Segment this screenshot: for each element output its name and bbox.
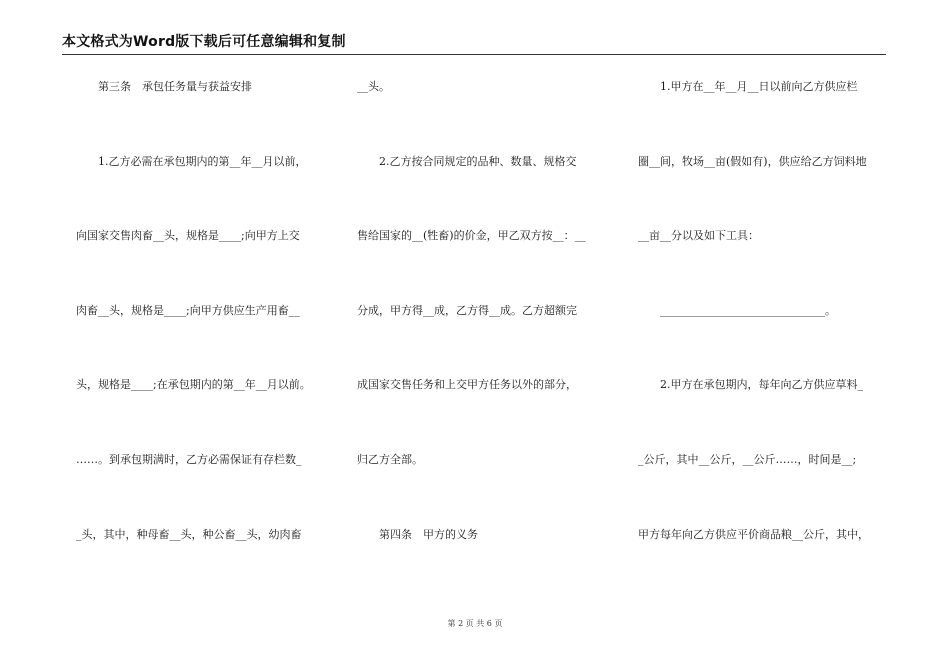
text-line: _头，其中，种母畜__头，种公畜__头，幼肉畜 xyxy=(76,528,302,541)
text-line: 第四条 甲方的义务 xyxy=(357,528,478,541)
text-line: 头，规格是____;在承包期内的第__年__月以前。 xyxy=(76,378,311,391)
text-line: ……。到承包期满时，乙方必需保证有存栏数_ xyxy=(76,453,302,466)
text-line: __头。 xyxy=(357,80,390,93)
text-column-3 xyxy=(638,0,890,672)
text-column-1 xyxy=(76,0,330,672)
header-title: 本文格式为Word版下载后可任意编辑和复制 xyxy=(62,34,346,50)
text-line: 成国家交售任务和上交甲方任务以外的部分， xyxy=(357,378,577,391)
text-line: 售给国家的__(牲畜)的价金，甲乙双方按__：__ xyxy=(357,229,586,242)
text-line: 2.甲方在承包期内，每年向乙方供应草料_ xyxy=(638,378,863,391)
text-line: _公斤，其中__公斤，__公斤……，时间是__; xyxy=(638,453,857,466)
text-line: 第三条 承包任务量与获益安排 xyxy=(76,80,252,93)
text-column-2 xyxy=(357,0,609,672)
text-line: 向国家交售肉畜__头，规格是____;向甲方上交 xyxy=(76,229,300,242)
text-line: 分成，甲方得__成，乙方得__成。乙方超额完 xyxy=(357,304,577,317)
text-line: 2.乙方按合同规定的品种、数量、规格交 xyxy=(357,155,577,168)
text-line: __亩__分以及如下工具： xyxy=(638,229,759,242)
text-line: 圈__间，牧场__亩(假如有)，供应给乙方饲料地 xyxy=(638,155,867,168)
text-line: 甲方每年向乙方供应平价商品粮__公斤，其中， xyxy=(638,528,869,541)
text-line: 1.甲方在__年__月__日以前向乙方供应栏 xyxy=(638,80,858,93)
text-line: 归乙方全部。 xyxy=(357,453,423,466)
text-line: 肉畜__头，规格是____;向甲方供应生产用畜__ xyxy=(76,304,300,317)
text-line: ______________________________。 xyxy=(638,304,836,317)
page-number: 第 2 页 共 6 页 xyxy=(447,619,503,628)
text-line: 1.乙方必需在承包期内的第__年__月以前， xyxy=(76,155,307,168)
